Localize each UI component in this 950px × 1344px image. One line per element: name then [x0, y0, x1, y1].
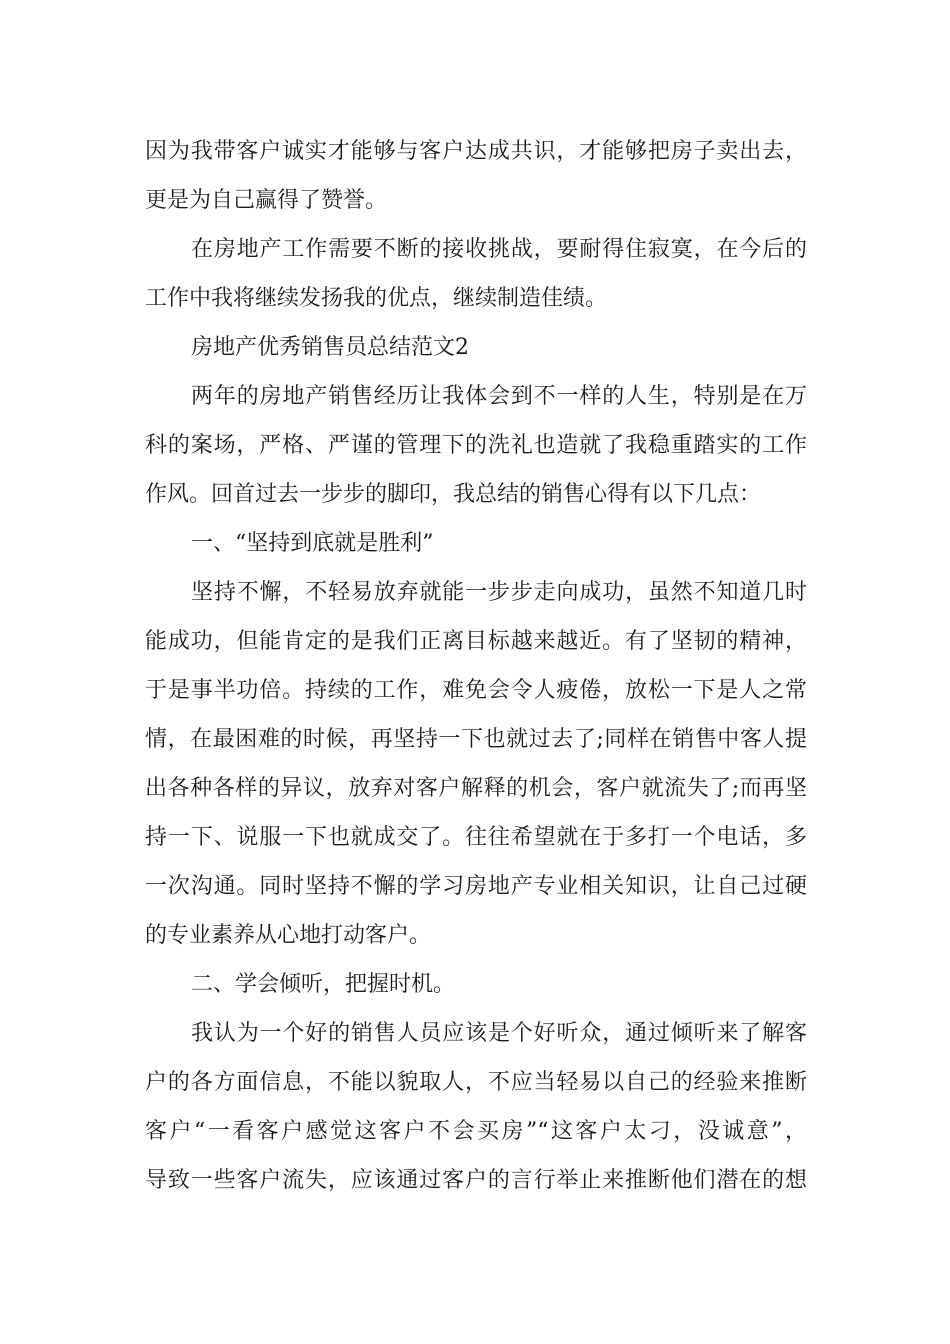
- text-line: 的专业素养从心地打动客户。: [145, 923, 432, 948]
- text-line: 出各种各样的异议，放弃对客户解释的机会，客户就流失了;而再坚: [145, 776, 807, 801]
- text-line: 户的各方面信息，不能以貌取人，不应当轻易以自己的经验来推断: [145, 1070, 807, 1095]
- text-line: 能成功，但能肯定的是我们正离目标越来越近。有了坚韧的精神，: [145, 629, 807, 654]
- text-line: 科的案场，严格、严谨的管理下的洗礼也造就了我稳重踏实的工作: [145, 433, 807, 458]
- text-line: 导致一些客户流失，应该通过客户的言行举止来推断他们潜在的想: [145, 1168, 807, 1193]
- text-line: 作风。回首过去一步步的脚印，我总结的销售心得有以下几点：: [145, 482, 762, 507]
- text-line: 客户“一看客户感觉这客户不会买房”“这客户太刁，没诚意”，: [145, 1119, 807, 1144]
- subsection-heading: 一、“坚持到底就是胜利”: [191, 531, 434, 556]
- text-line: 于是事半功倍。持续的工作，难免会令人疲倦，放松一下是人之常: [145, 678, 807, 703]
- text-line: 两年的房地产销售经历让我体会到不一样的人生，特别是在万: [191, 384, 807, 409]
- text-line: 一次沟通。同时坚持不懈的学习房地产专业相关知识，让自己过硬: [145, 874, 807, 899]
- text-line: 因为我带客户诚实才能够与客户达成共识，才能够把房子卖出去，: [145, 139, 807, 164]
- document-body: [145, 127, 807, 1205]
- text-line: 持一下、说服一下也就成交了。往往希望就在于多打一个电话，多: [145, 825, 807, 850]
- section-heading: 房地产优秀销售员总结范文2: [191, 335, 469, 360]
- text-line: 坚持不懈，不轻易放弃就能一步步走向成功，虽然不知道几时: [191, 580, 807, 605]
- subsection-heading: 二、学会倾听，把握时机。: [191, 972, 456, 997]
- text-line: 我认为一个好的销售人员应该是个好听众，通过倾听来了解客: [191, 1021, 807, 1046]
- text-line: 更是为自己赢得了赞誉。: [145, 188, 388, 213]
- text-line: 工作中我将继续发扬我的优点，继续制造佳绩。: [145, 286, 608, 311]
- text-line: 在房地产工作需要不断的接收挑战，要耐得住寂寞，在今后的: [191, 237, 807, 262]
- text-line: 情，在最困难的时候，再坚持一下也就过去了;同样在销售中客人提: [145, 727, 807, 752]
